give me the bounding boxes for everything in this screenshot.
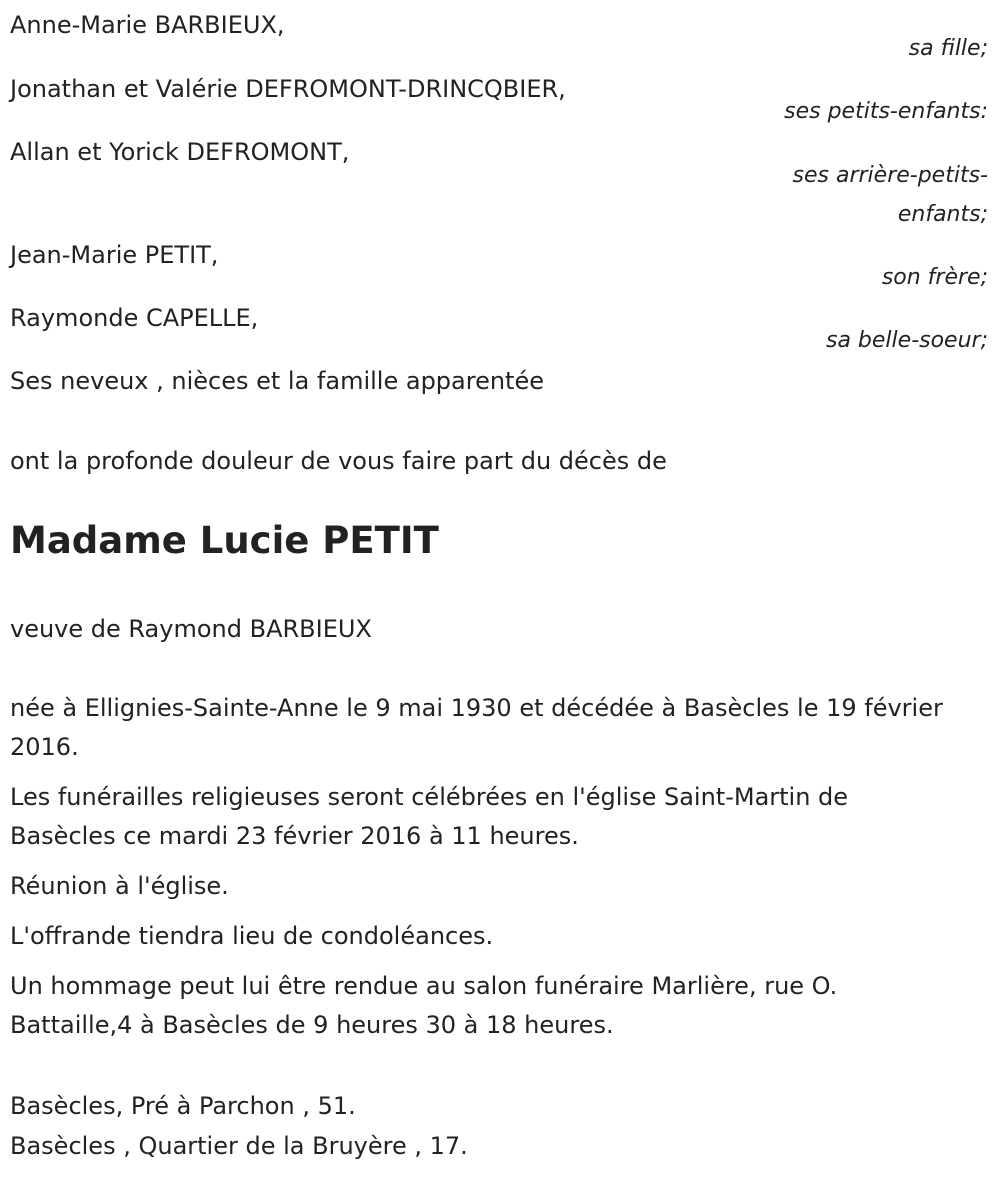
widow-of-text: veuve de Raymond BARBIEUX: [10, 615, 372, 643]
deceased-name: Madame Lucie PETIT: [10, 519, 439, 562]
family-member-name: Raymonde CAPELLE,: [10, 304, 259, 332]
offering-paragraph: L'offrande tiendra lieu de condoléances.: [10, 922, 494, 950]
family-member-relation: son frère;: [881, 265, 988, 290]
address-line: Basècles , Quartier de la Bruyère , 17.: [10, 1132, 468, 1160]
family-member-name: Jean-Marie PETIT,: [10, 241, 219, 269]
meeting-paragraph: Réunion à l'église.: [10, 872, 229, 900]
tribute-paragraph: Un hommage peut lui être rendue au salon funéraire Marlière, rue O. Battaille,4 à Basècles de 9 heures 30 à 18 heures.: [10, 972, 838, 1039]
family-member-name: Jonathan et Valérie DEFROMONT-DRINCQBIER,: [10, 75, 566, 103]
funeral-paragraph: Les funérailles religieuses seront célébrées en l'église Saint-Martin de Basècles ce mardi 23 février 2016 à 11 heures.: [10, 783, 849, 850]
family-member-relation: sa belle-soeur;: [826, 328, 988, 353]
family-member-relation: ses arrière-petits-enfants;: [792, 163, 988, 227]
family-member-name: Anne-Marie BARBIEUX,: [10, 11, 285, 39]
birth-death-paragraph: née à Ellignies-Sainte-Anne le 9 mai 1930 et décédée à Basècles le 19 février 2016.: [10, 694, 943, 761]
family-member-relation: ses petits-enfants:: [784, 99, 988, 124]
family-member-relation: sa fille;: [908, 36, 988, 61]
address-line: Basècles, Pré à Parchon , 51.: [10, 1092, 356, 1120]
relatives-line: Ses neveux , nièces et la famille apparentée: [10, 367, 544, 395]
family-member-name: Allan et Yorick DEFROMONT,: [10, 138, 350, 166]
announcement-text: ont la profonde douleur de vous faire part du décès de: [10, 447, 667, 475]
